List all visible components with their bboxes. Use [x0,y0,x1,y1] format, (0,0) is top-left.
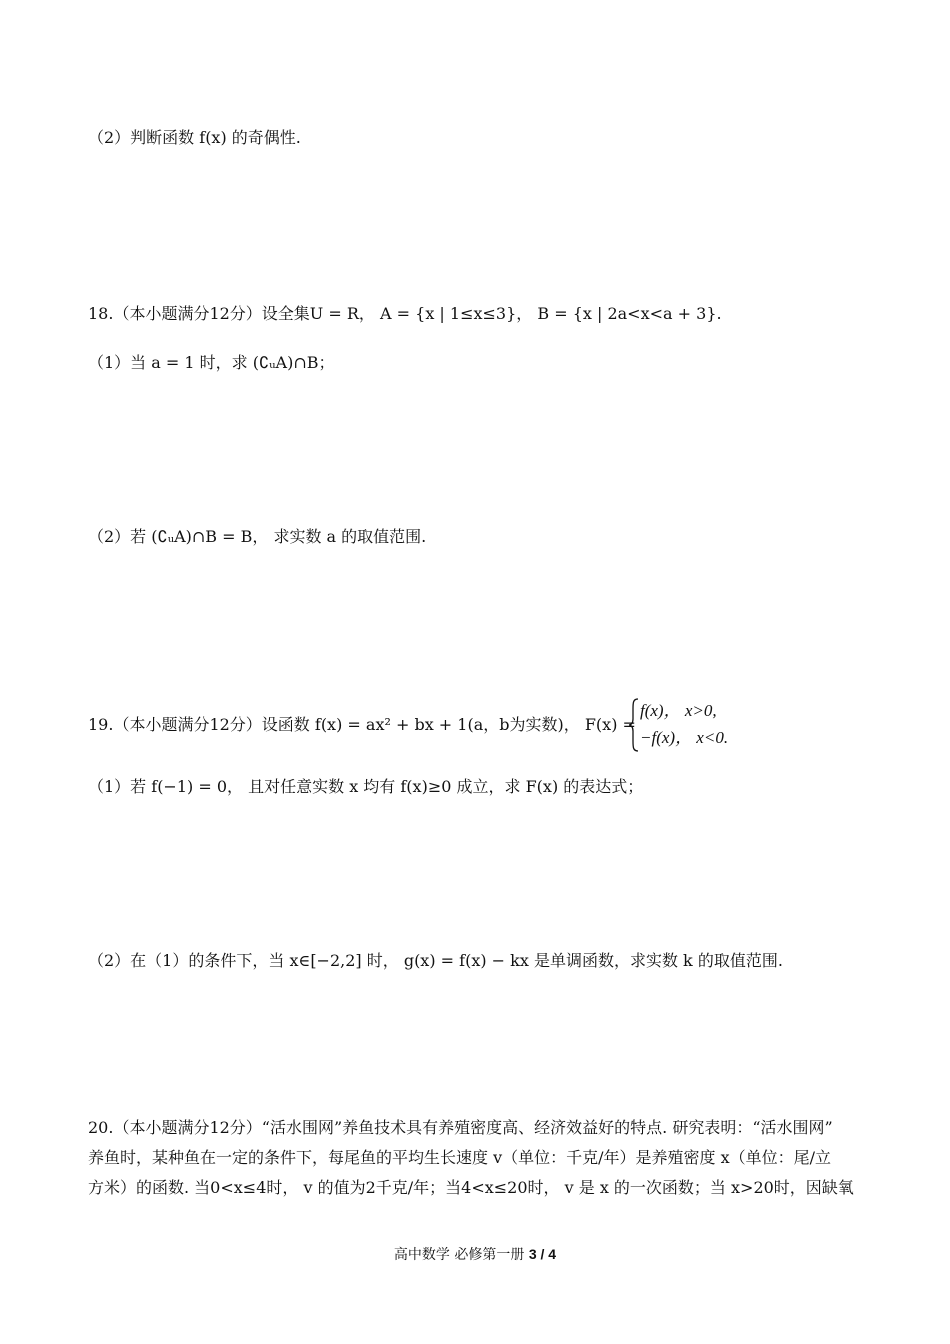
footer-book-title: 高中数学 必修第一册 [393,1247,529,1263]
q20-line-1: 20.（本小题满分12分）“活水围网”养鱼技术具有养殖密度高、经济效益好的特点. 研究表明：“活水围网” [88,1118,833,1137]
q17-part2: （2）判断函数 f(x) 的奇偶性. [88,128,301,147]
q19-stem: 19.（本小题满分12分）设函数 f(x) = ax² + bx + 1(a，b为实数)， F(x) = [88,715,636,734]
q19-case-negative: −f(x)， x<0. [640,728,729,747]
q20-line-2: 养鱼时，某种鱼在一定的条件下，每尾鱼的平均生长速度 v（单位：千克/年）是养殖密度 x（单位：尾/立 [88,1148,832,1167]
q19-part2: （2）在（1）的条件下，当 x∈[−2,2] 时， g(x) = f(x) − kx 是单调函数，求实数 k 的取值范围. [88,951,783,970]
q19-part1: （1）若 f(−1) = 0， 且对任意实数 x 均有 f(x)≥0 成立，求 F(x) 的表达式； [88,777,644,796]
q20-paragraph [88,1113,870,1203]
q18-part1: （1）当 a = 1 时，求 (∁ᵤA)∩B； [88,353,335,372]
q18-part2: （2）若 (∁ᵤA)∩B = B， 求实数 a 的取值范围. [88,527,427,546]
q20-line-3: 方米）的函数. 当0<x≤4时， v 的值为2千克/年；当4<x≤20时， v 是 x 的一次函数；当 x>20时，因缺氧 [88,1178,854,1197]
q19-piecewise-definition [628,697,768,753]
footer-page-number: 3 / 4 [528,1246,557,1262]
page-footer [0,1244,950,1265]
q18-stem: 18.（本小题满分12分）设全集U = R， A = {x | 1≤x≤3}， B = {x | 2a<x<a + 3}. [88,304,722,323]
curly-brace-icon [628,697,640,753]
q19-case-positive: f(x)， x>0, [640,701,717,720]
